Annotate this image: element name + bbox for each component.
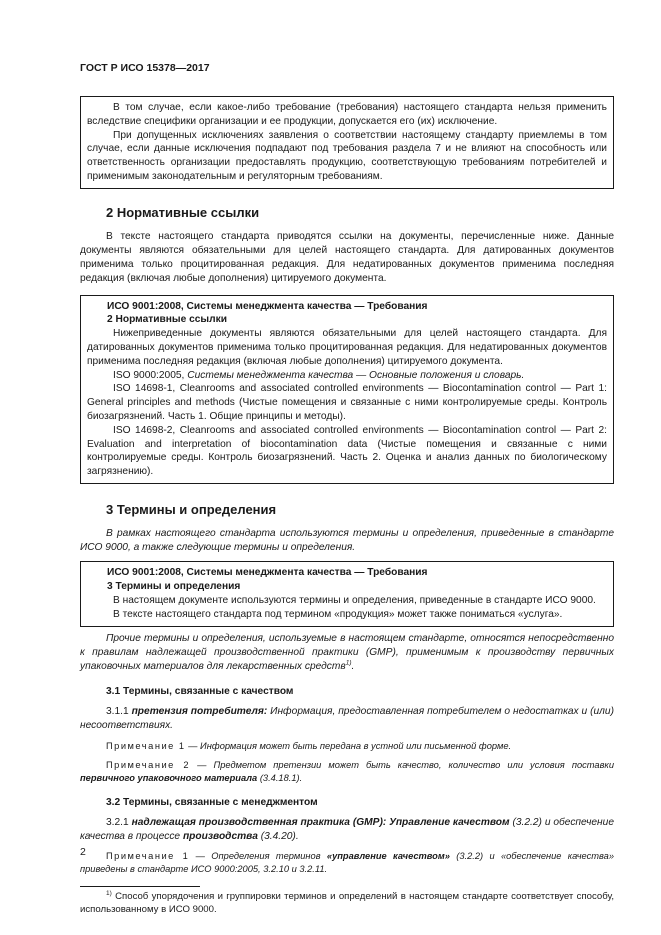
- paragraph-text: Прочие термины и определения, используемые в настоящем стандарте, относятся непосредственно к правилам надлежащей производственной практики (GMP), применимым к производству первичных упаковочных материалов для лекарственных средств: [80, 632, 614, 672]
- note-term: «управление качеством»: [326, 850, 450, 861]
- note-term: первичного упаковочного материала: [80, 772, 258, 783]
- term-note: [80, 740, 614, 753]
- reference-title: Системы менеджмента качества — Основные положения и словарь.: [187, 369, 525, 381]
- subsection-heading: 3.2 Термины, связанные с менеджментом: [106, 796, 318, 808]
- term-note: [80, 759, 614, 785]
- box-title: ИСО 9001:2008, Системы менеджмента качества — Требования: [107, 567, 428, 579]
- note-ref: (3.4.18.1).: [259, 772, 303, 783]
- quote-box-terms: [80, 561, 614, 626]
- footnote-mark: 1): [106, 889, 112, 897]
- term-definition: (3.2.2) и обеспечение качества в процессе: [80, 816, 614, 842]
- term-ref: (3.4.20).: [260, 830, 299, 842]
- term-name: надлежащая производственная практика (GMP):: [131, 816, 387, 828]
- box-subtitle: 3 Термины и определения: [107, 581, 241, 593]
- box-paragraph: В том случае, если какое-либо требование (требования) настоящего стандарта нельзя применить вследствие специфики организации и ее продукции, допускается его (их) исключение.: [87, 102, 607, 127]
- reference-item: [87, 369, 607, 383]
- note-text: (3.2.2) и «обеспечение качества» приведены в стандарте ИСО 9000:2005, 3.2.10 и 3.2.11.: [80, 850, 614, 874]
- term-note: [80, 850, 614, 876]
- note-text: — Информация может быть передана в устной или письменной форме.: [188, 740, 512, 751]
- term-link: Управление качеством: [389, 816, 510, 828]
- note-text: — Предметом претензии может быть качество, количество или условия поставки: [197, 759, 614, 770]
- reference-code: ISO 9000:2005,: [113, 369, 185, 381]
- term-number: 3.2.1: [106, 816, 129, 828]
- reference-item: ISO 14698-2, Cleanrooms and associated controlled environments — Biocontamination control — Part 2: Evaluation and interpretation of biocontamination data (Чистые помещения и связанные с ними контролируемые среды. Контроль биозагрязнений. Часть 2. Оценка и анализ данных по биологическому загрязнению).: [87, 424, 607, 478]
- box-paragraph: Нижеприведенные документы являются обязательными для целей настоящего стандарта. Для датированных документов применима только процитированная редакция. Для недатированных документов применима последняя редакция (включая любые дополнения) цитируемого документа.: [87, 328, 607, 367]
- box-subtitle: 2 Нормативные ссылки: [107, 314, 227, 326]
- box-title: ИСО 9001:2008, Системы менеджмента качества — Требования: [107, 300, 428, 312]
- paragraph-end: .: [351, 660, 355, 672]
- term-link: производства: [182, 830, 258, 842]
- note-label: Примечание 1: [106, 850, 190, 861]
- quote-box-scope: [80, 96, 614, 189]
- term-number: 3.1.1: [106, 706, 129, 718]
- reference-item: ISO 14698-1, Cleanrooms and associated controlled environments — Biocontamination control — Part 1: General principles and methods (Чистые помещения и связанные с ними контролируемые среды. Контроль биозагрязнений. Часть 1. Общие принципы и методы).: [87, 383, 607, 422]
- note-label: Примечание 1: [106, 740, 186, 751]
- term-entry: [80, 705, 614, 733]
- section-paragraph: [80, 632, 614, 675]
- section-paragraph: В рамках настоящего стандарта используются термины и определения, приведенные в стандарте ИСО 9000, а также следующие термины и определения.: [80, 527, 614, 554]
- box-paragraph: В настоящем документе используются термины и определения, приведенные в стандарте ИСО 9000.: [113, 594, 596, 606]
- note-label: Примечание 2: [106, 759, 191, 770]
- subsection-heading: 3.1 Термины, связанные с качеством: [106, 686, 294, 698]
- box-paragraph: В тексте настоящего стандарта под термином «продукция» может также пониматься «услуга».: [113, 608, 563, 620]
- term-definition: Информация, предоставленная потребителем о недостатках и (или) несоответствиях.: [80, 706, 614, 732]
- quote-box-normative: [80, 295, 614, 484]
- footnote-text: Способ упорядочения и группировки терминов и определений в настоящем стандарте соответствует способу, использованному в ИСО 9000.: [80, 890, 614, 915]
- note-text: — Определения терминов: [195, 850, 321, 861]
- section-heading: 3 Термины и определения: [106, 501, 277, 517]
- footnote-ref[interactable]: 1): [345, 659, 352, 667]
- footnote-divider: [80, 886, 200, 887]
- box-paragraph: При допущенных исключениях заявления о соответствии настоящему стандарту приемлемы в том случае, если данные исключения подпадают под требования раздела 7 и не влияют на способность или ответственность организации предоставлять продукцию, соответствующую требованиям потребителей и применимым законодательным и регуляторным требованиям.: [87, 129, 607, 182]
- section-heading: 2 Нормативные ссылки: [106, 204, 260, 220]
- section-paragraph: В тексте настоящего стандарта приводятся ссылки на документы, перечисленные ниже. Данные документы являются обязательными для целей настоящего стандарта. Для датированных документов применима только процитированная редакция. Для недатированных документов применима последняя редакция (включая любые дополнения) цитируемого документа.: [80, 230, 614, 285]
- term-entry: [80, 816, 614, 844]
- footnote: [80, 890, 614, 916]
- page-number: 2: [80, 846, 86, 858]
- term-name: претензия потребителя:: [131, 706, 268, 718]
- document-header: ГОСТ Р ИСО 15378—2017: [80, 62, 210, 74]
- page-body: [80, 90, 614, 916]
